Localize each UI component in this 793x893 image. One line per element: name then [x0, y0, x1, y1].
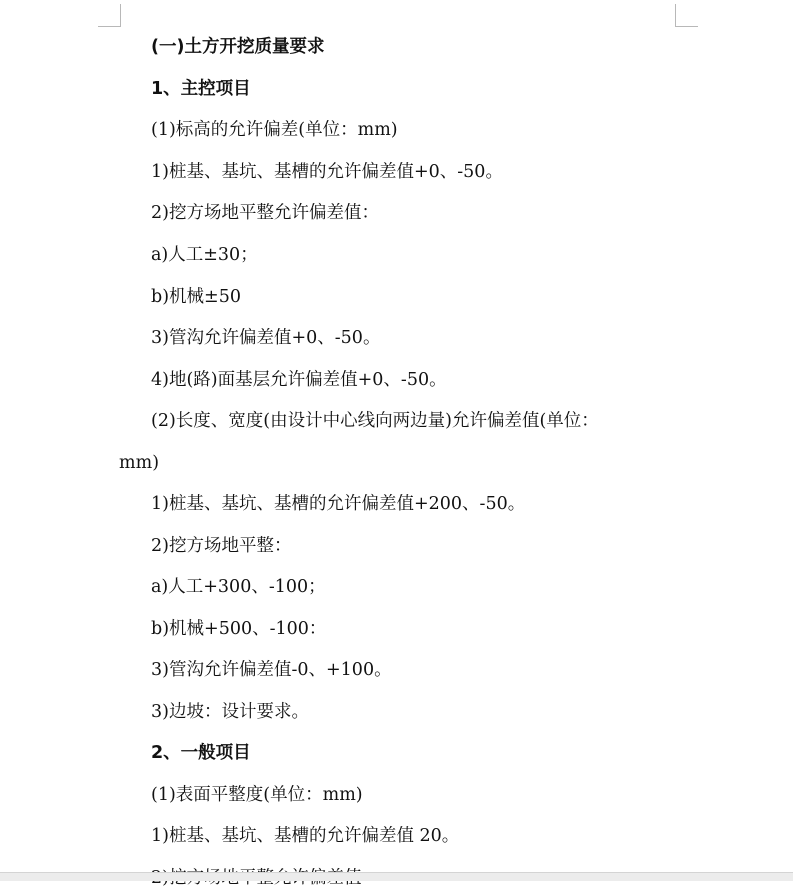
paragraph-line: 4)地(路)面基层允许偏差值+0、-50。	[151, 370, 447, 390]
paragraph-line-continuation: mm)	[119, 453, 160, 473]
paragraph-line: 3)管沟允许偏差值-0、+100。	[151, 660, 392, 680]
paragraph-line: a)人工+300、-100；	[151, 577, 326, 597]
paragraph-line: 2)挖方场地平整：	[151, 536, 292, 556]
paragraph-line: (1)标高的允许偏差(单位：mm)	[151, 120, 398, 140]
paragraph-line: b)机械±50	[151, 287, 241, 307]
paragraph-line: 1)桩基、基坑、基槽的允许偏差值 20。	[151, 826, 460, 846]
paragraph-line: 1)桩基、基坑、基槽的允许偏差值+0、-50。	[151, 162, 503, 182]
paragraph-line: 3)边坡：设计要求。	[151, 702, 309, 722]
paragraph-line: a)人工±30；	[151, 245, 258, 265]
paragraph-line: b)机械+500、-100：	[151, 619, 327, 639]
paragraph-line: 3)管沟允许偏差值+0、-50。	[151, 328, 381, 348]
paragraph-line: 2)挖方场地平整允许偏差值：	[151, 203, 379, 223]
paragraph-line: (1)表面平整度(单位：mm)	[151, 785, 363, 805]
margin-corner-mark-left	[98, 4, 121, 27]
margin-corner-mark-right	[675, 4, 698, 27]
subsection-heading: 2、一般项目	[151, 743, 251, 763]
paragraph-line: (2)长度、宽度(由设计中心线向两边量)允许偏差值(单位：	[151, 411, 599, 431]
paragraph-line: 1)桩基、基坑、基槽的允许偏差值+200、-50。	[151, 494, 526, 514]
section-heading: (一)土方开挖质量要求	[151, 37, 325, 57]
subsection-heading: 1、主控项目	[151, 79, 251, 99]
